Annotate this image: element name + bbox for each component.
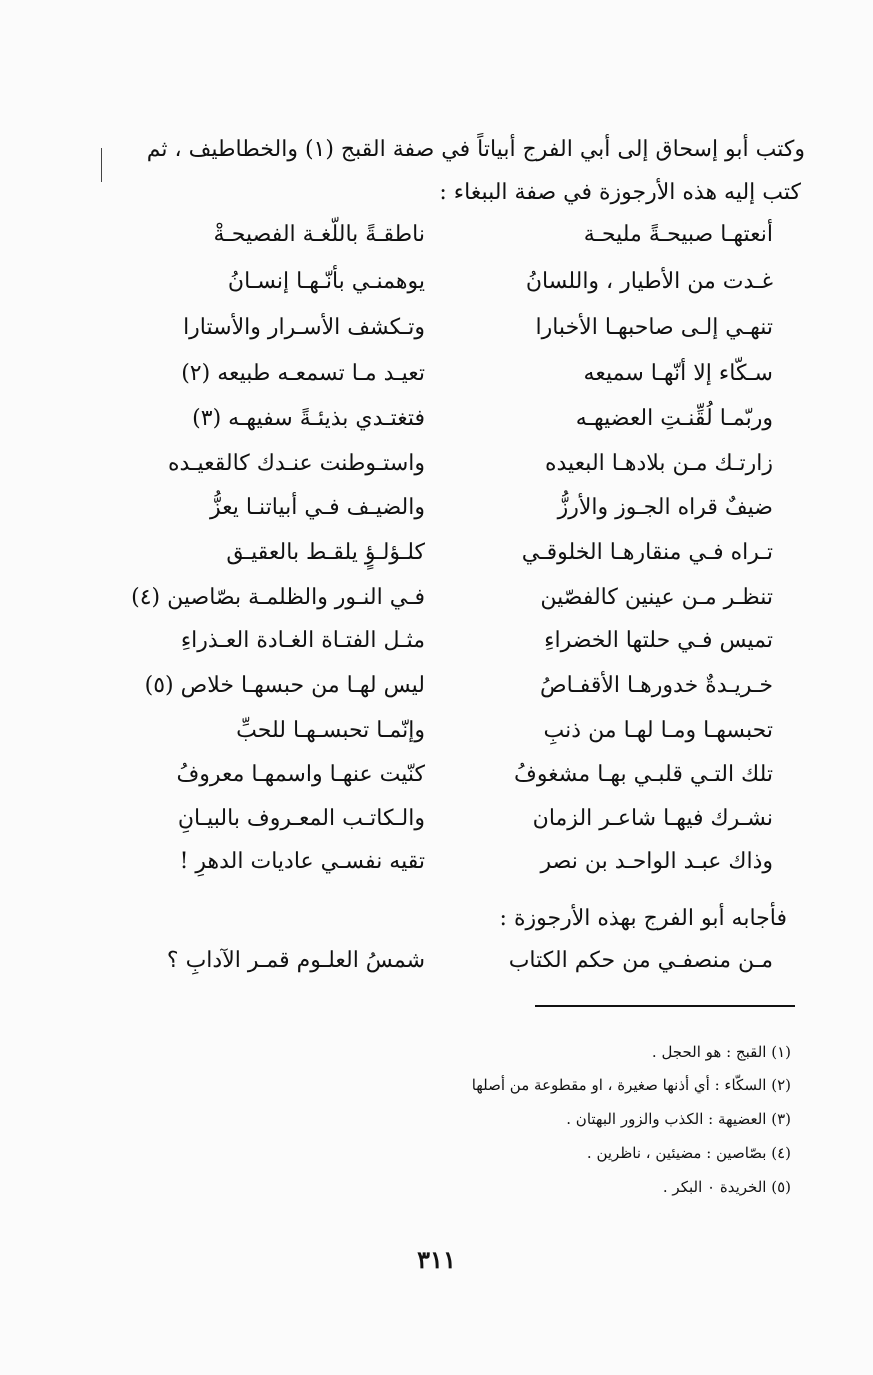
verse-right-hemistich: أنعتهـا صبيحـةً مليحـة [583, 222, 773, 247]
verse-left-hemistich: مثـل الفتـاة الغـادة العـذراءِ [180, 628, 425, 653]
verse-right-hemistich: نشـرك فيهـا شاعـر الزمان [532, 806, 773, 831]
page-number: ٣١١ [417, 1245, 456, 1274]
verse-left-hemistich: ناطقـةً باللّغـة الفصيحـةْ [213, 222, 425, 247]
margin-mark [101, 148, 102, 182]
intro-line-1: وكتب أبو إسحاق إلى أبي الفرج أبياتاً في صفة القبج (١) والخطاطيف ، ثم [146, 137, 805, 162]
verse-right-hemistich: تـراه فـي منقارهـا الخلوقـي [521, 540, 773, 565]
verse-right-hemistich: خـريـدةٌ خدورهـا الأقفـاصُ [539, 673, 773, 698]
verse-left-hemistich: ليس لهـا من حبسهـا خلاص (٥) [144, 673, 425, 698]
footnote: (٢) السكّاء : أي أذنها صغيرة ، او مقطوعة من أصلها [471, 1076, 791, 1094]
verse-left-hemistich: والـكاتـب المعـروف بالبيـانِ [177, 806, 425, 831]
verse-right-hemistich: تلك التـي قلبـي بهـا مشغوفُ [514, 762, 773, 787]
verse-left-hemistich: كنّيت عنهـا واسمهـا معروفُ [176, 762, 425, 787]
verse-left-hemistich: يوهمنـي بأنّـهـا إنسـانُ [227, 269, 425, 294]
reply-intro: فأجابه أبو الفرج بهذه الأرجوزة : [499, 906, 787, 931]
verse-right-hemistich: وذاك عبـد الواحـد بن نصر [540, 849, 773, 874]
verse-left-hemistich: تعيـد مـا تسمعـه طبيعه (٢) [181, 361, 425, 386]
verse-left-hemistich: فتغتـدي بذيئـةً سفيهـه (٣) [192, 406, 425, 431]
footnote: (٣) العضيهة : الكذب والزور البهتان . [566, 1110, 791, 1128]
verse-left-hemistich: شمسُ العلـوم قمـر الآدابِ ؟ [166, 948, 425, 973]
verse-left-hemistich: واستـوطنت عنـدك كالقعيـده [167, 451, 425, 476]
footnote: (٤) بصّاصين : مضيئين ، ناظرين . [586, 1144, 791, 1162]
verse-left-hemistich: تقيه نفسـي عاديات الدهرِ ! [179, 849, 425, 874]
verse-right-hemistich: مـن منصفـي من حكم الكتاب [508, 948, 773, 973]
footnote: (١) القبج : هو الحجل . [651, 1043, 791, 1061]
verse-left-hemistich: وتـكشف الأسـرار والأستارا [183, 315, 425, 340]
verse-right-hemistich: وربّمـا لُقِّنـتِ العضيهـه [575, 406, 773, 431]
verse-right-hemistich: تحبسهـا ومـا لهـا من ذنبِ [543, 718, 773, 743]
verse-left-hemistich: كلـؤلـؤٍ يلقـط بالعقيـق [226, 540, 425, 565]
footnote-separator [535, 1005, 795, 1007]
verse-right-hemistich: غـدت من الأطيار ، واللسانُ [525, 269, 773, 294]
verse-right-hemistich: تنظـر مـن عينين كالفصّين [540, 585, 773, 610]
verse-right-hemistich: زارتـك مـن بلادهـا البعيده [544, 451, 773, 476]
verse-left-hemistich: والضيـف فـي أبياتنـا يعزُّ [209, 495, 425, 520]
verse-right-hemistich: سـكّاء إلا أنّهـا سميعه [583, 361, 773, 386]
verse-left-hemistich: وإنّمـا تحبسـهـا للحبِّ [236, 718, 425, 743]
verse-right-hemistich: ضيفٌ قراه الجـوز والأرزُّ [557, 495, 773, 520]
intro-line-2: كتب إليه هذه الأرجوزة في صفة الببغاء : [439, 180, 801, 205]
footnote: (٥) الخريدة ٠ البكر . [662, 1178, 791, 1196]
verse-right-hemistich: تميس فـي حلتها الخضراءِ [544, 628, 773, 653]
verse-left-hemistich: فـي النـور والظلمـة بصّاصين (٤) [131, 585, 425, 610]
verse-right-hemistich: تنهـي إلـى صاحبهـا الأخبارا [535, 315, 773, 340]
